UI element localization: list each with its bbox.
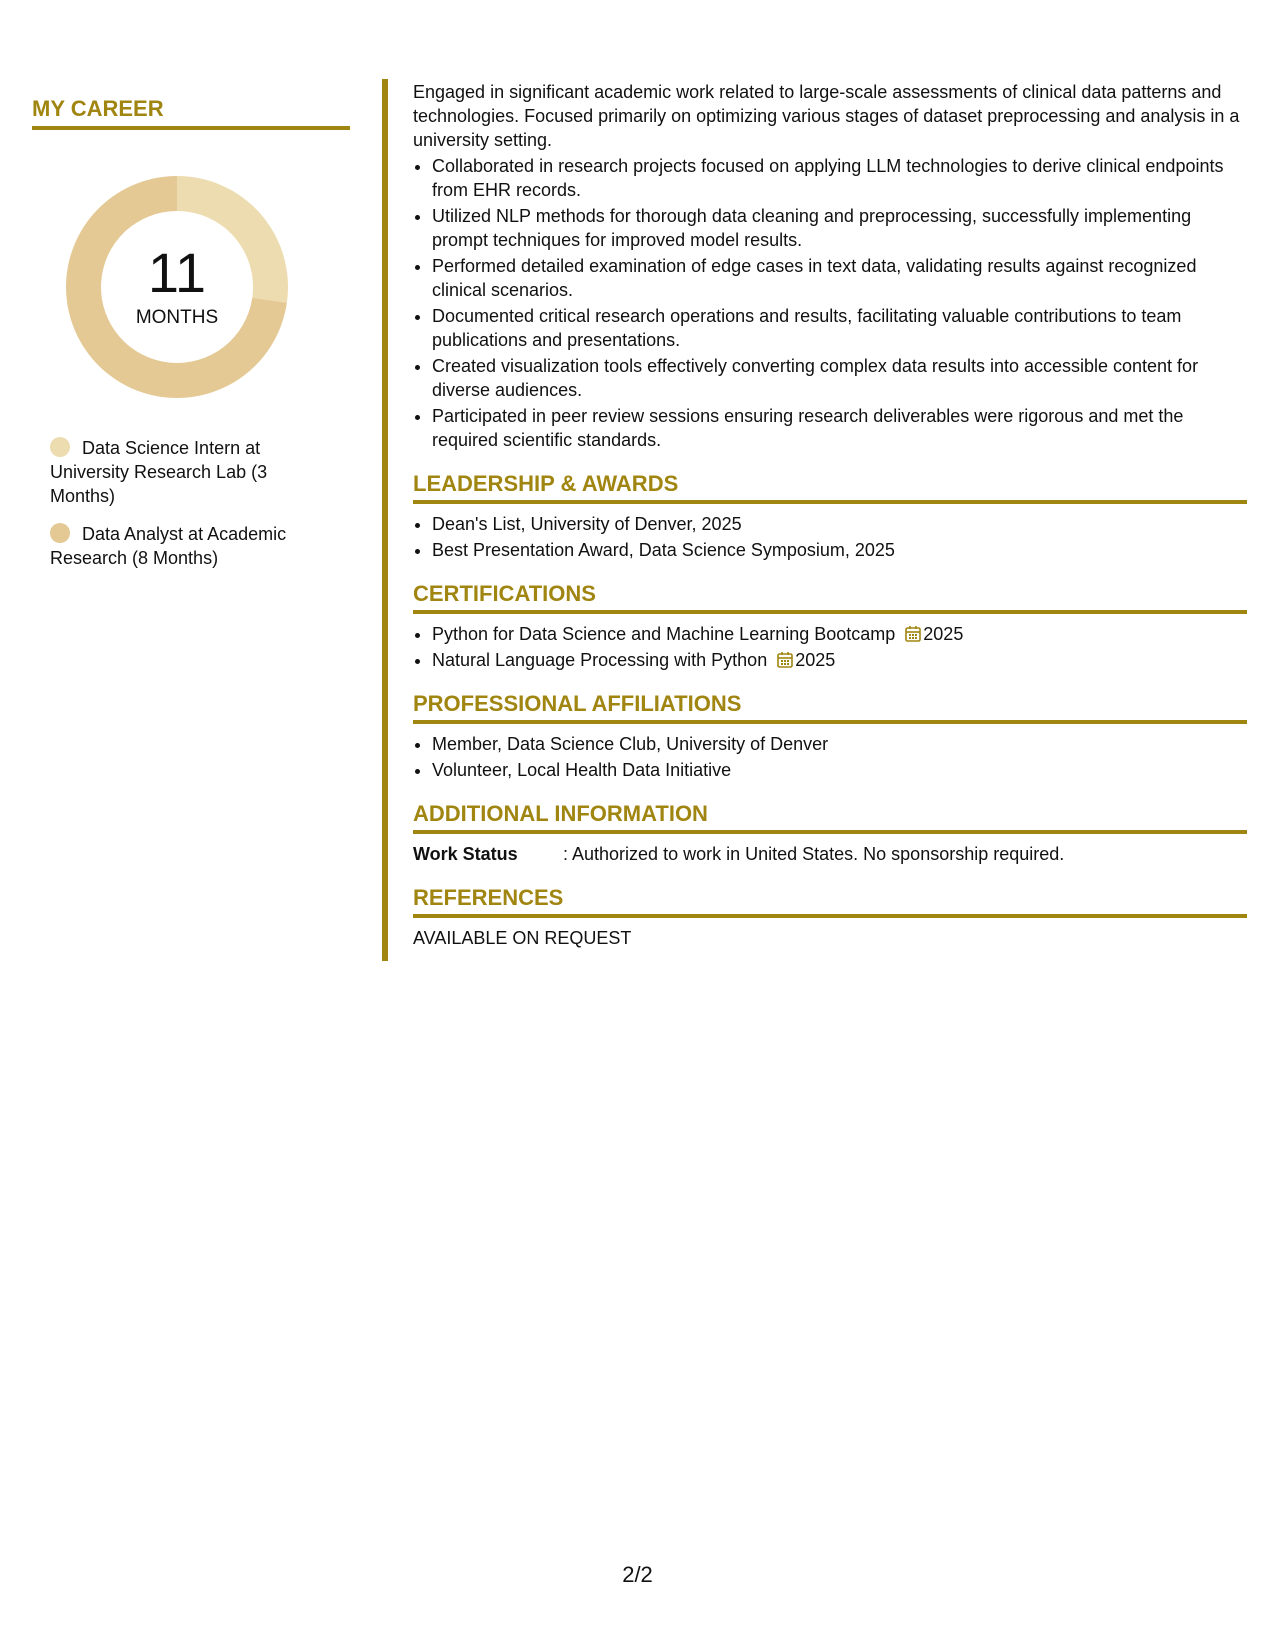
total-months-unit: MONTHS bbox=[135, 307, 219, 328]
certifications-list bbox=[413, 622, 1247, 672]
career-title: MY CAREER bbox=[32, 96, 350, 130]
leadership-list bbox=[413, 512, 1247, 562]
total-months-number: 11 bbox=[147, 241, 207, 304]
legend-label: Data Science Intern at University Research Lab (3 Months) bbox=[50, 438, 268, 506]
section-title-additional: ADDITIONAL INFORMATION bbox=[413, 800, 1247, 834]
certification-year: 2025 bbox=[795, 650, 836, 670]
legend-dot-icon bbox=[50, 437, 70, 457]
section-title-affiliations: PROFESSIONAL AFFILIATIONS bbox=[413, 690, 1247, 724]
experience-bullets bbox=[413, 154, 1247, 452]
work-status-value: : Authorized to work in United States. No sponsorship required. bbox=[563, 844, 1065, 864]
list-item: • Performed detailed examination of edge cases in text data, validating results against recognized clinical scenarios. bbox=[432, 254, 1247, 302]
list-item: • Utilized NLP methods for thorough data cleaning and preprocessing, successfully implementing prompt techniques for improved model results. bbox=[432, 204, 1247, 252]
certification-name: Natural Language Processing with Python bbox=[432, 650, 768, 670]
certification-year: 2025 bbox=[923, 624, 964, 644]
list-item: • Documented critical research operations and results, facilitating valuable contributions to team publications and presentations. bbox=[432, 304, 1247, 352]
list-item: • Created visualization tools effectively converting complex data results into accessible content for diverse audiences. bbox=[432, 354, 1247, 402]
section-title-references: REFERENCES bbox=[413, 884, 1247, 918]
donut-center-label bbox=[66, 176, 288, 398]
career-donut-chart bbox=[66, 176, 288, 398]
list-item: • Participated in peer review sessions ensuring research deliverables were rigorous and met the required scientific standards. bbox=[432, 404, 1247, 452]
references-text: AVAILABLE ON REQUEST bbox=[413, 928, 632, 948]
column-divider bbox=[382, 79, 388, 961]
work-status-label: Work Status bbox=[413, 844, 518, 864]
list-item: • Dean's List, University of Denver, 2025 bbox=[432, 512, 1247, 536]
section-title-certifications: CERTIFICATIONS bbox=[413, 580, 1247, 614]
list-item: • Member, Data Science Club, University of Denver bbox=[432, 732, 1247, 756]
main-content bbox=[413, 80, 1247, 950]
list-item: • Volunteer, Local Health Data Initiative bbox=[432, 758, 1247, 782]
certification-name: Python for Data Science and Machine Learning Bootcamp bbox=[432, 624, 896, 644]
list-item bbox=[432, 648, 1247, 672]
calendar-icon bbox=[777, 651, 793, 668]
work-status-row bbox=[413, 842, 1247, 866]
career-legend bbox=[50, 436, 320, 584]
career-sidebar bbox=[32, 96, 350, 568]
list-item: • Collaborated in research projects focused on applying LLM technologies to derive clinical endpoints from EHR records. bbox=[432, 154, 1247, 202]
experience-summary: Engaged in significant academic work related to large-scale assessments of clinical data patterns and technologies. Focused primarily on optimizing various stages of dataset preprocessing and analysis in a university setting. bbox=[413, 82, 1240, 150]
calendar-icon bbox=[905, 625, 921, 642]
legend-item bbox=[50, 436, 320, 508]
section-title-leadership: LEADERSHIP & AWARDS bbox=[413, 470, 1247, 504]
list-item: • Best Presentation Award, Data Science Symposium, 2025 bbox=[432, 538, 1247, 562]
page-number: 2/2 bbox=[622, 1562, 653, 1587]
list-item bbox=[432, 622, 1247, 646]
legend-dot-icon bbox=[50, 523, 70, 543]
affiliations-list bbox=[413, 732, 1247, 782]
legend-item bbox=[50, 522, 320, 570]
legend-label: Data Analyst at Academic Research (8 Months) bbox=[50, 524, 287, 568]
